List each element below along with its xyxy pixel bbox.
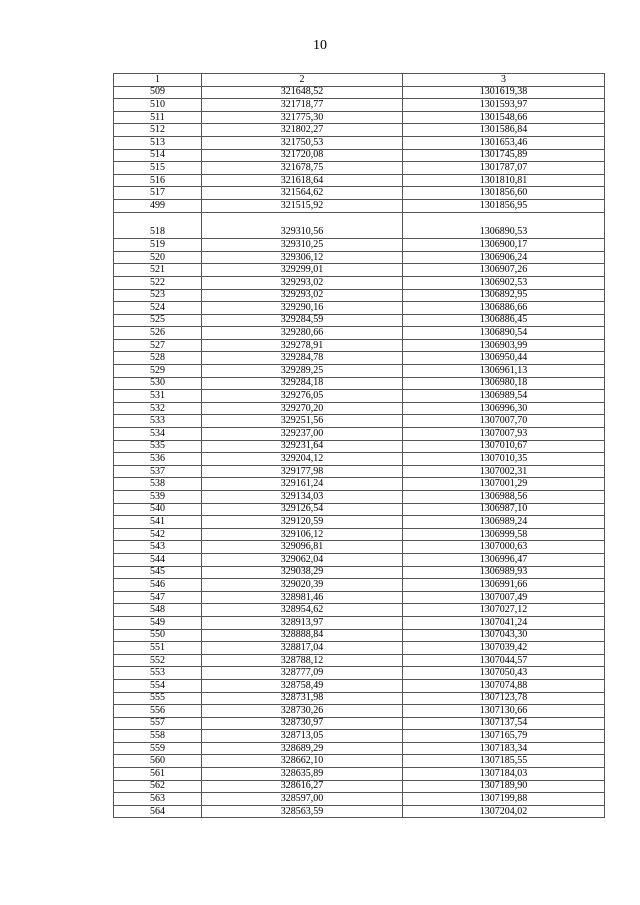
x-coordinate-cell: 329161,24 — [202, 478, 403, 491]
y-coordinate-cell: 1307137,54 — [403, 717, 605, 730]
table-row — [114, 111, 605, 124]
point-number-cell: 534 — [114, 428, 202, 441]
point-number-cell: 547 — [114, 591, 202, 604]
point-number-cell: 535 — [114, 440, 202, 453]
x-coordinate-cell: 329289,25 — [202, 365, 403, 378]
point-number-cell: 515 — [114, 162, 202, 175]
point-number-cell: 499 — [114, 199, 202, 212]
table-spacer — [114, 212, 605, 227]
table-row — [114, 99, 605, 112]
table-row — [114, 491, 605, 504]
x-coordinate-cell: 329280,66 — [202, 327, 403, 340]
point-number-cell: 553 — [114, 667, 202, 680]
table-row — [114, 302, 605, 315]
table-row — [114, 679, 605, 692]
y-coordinate-cell: 1306988,56 — [403, 491, 605, 504]
point-number-cell: 554 — [114, 679, 202, 692]
point-number-cell: 551 — [114, 642, 202, 655]
y-coordinate-cell: 1306886,66 — [403, 302, 605, 315]
y-coordinate-cell: 1301810,81 — [403, 174, 605, 187]
x-coordinate-cell: 328689,29 — [202, 742, 403, 755]
y-coordinate-cell: 1306907,26 — [403, 264, 605, 277]
x-coordinate-cell: 321802,27 — [202, 124, 403, 137]
y-coordinate-cell: 1306902,53 — [403, 276, 605, 289]
table-row — [114, 149, 605, 162]
table-row — [114, 352, 605, 365]
table-row — [114, 239, 605, 252]
point-number-cell: 556 — [114, 705, 202, 718]
x-coordinate-cell: 328817,04 — [202, 642, 403, 655]
y-coordinate-cell: 1307074,88 — [403, 679, 605, 692]
point-number-cell: 560 — [114, 755, 202, 768]
table-row — [114, 365, 605, 378]
table-row — [114, 667, 605, 680]
table-body-section-b — [114, 227, 605, 818]
x-coordinate-cell: 328888,84 — [202, 629, 403, 642]
x-coordinate-cell: 321750,53 — [202, 136, 403, 149]
table-row — [114, 136, 605, 149]
point-number-cell: 555 — [114, 692, 202, 705]
y-coordinate-cell: 1306996,30 — [403, 402, 605, 415]
table-row — [114, 289, 605, 302]
y-coordinate-cell: 1307183,34 — [403, 742, 605, 755]
y-coordinate-cell: 1301653,46 — [403, 136, 605, 149]
y-coordinate-cell: 1301619,38 — [403, 86, 605, 99]
x-coordinate-cell: 329096,81 — [202, 541, 403, 554]
table-row — [114, 768, 605, 781]
y-coordinate-cell: 1306987,10 — [403, 503, 605, 516]
y-coordinate-cell: 1306886,45 — [403, 314, 605, 327]
x-coordinate-cell: 328954,62 — [202, 604, 403, 617]
point-number-cell: 512 — [114, 124, 202, 137]
y-coordinate-cell: 1306890,54 — [403, 327, 605, 340]
y-coordinate-cell: 1306991,66 — [403, 579, 605, 592]
table-row — [114, 755, 605, 768]
x-coordinate-cell: 321648,52 — [202, 86, 403, 99]
y-coordinate-cell: 1301548,66 — [403, 111, 605, 124]
x-coordinate-cell: 329284,78 — [202, 352, 403, 365]
y-coordinate-cell: 1306950,44 — [403, 352, 605, 365]
y-coordinate-cell: 1307204,02 — [403, 805, 605, 818]
x-coordinate-cell: 329293,02 — [202, 276, 403, 289]
y-coordinate-cell: 1306996,47 — [403, 553, 605, 566]
table-row — [114, 478, 605, 491]
column-header-1: 1 — [114, 74, 202, 87]
column-header-3: 3 — [403, 74, 605, 87]
x-coordinate-cell: 328713,05 — [202, 730, 403, 743]
point-number-cell: 549 — [114, 616, 202, 629]
x-coordinate-cell: 329204,12 — [202, 453, 403, 466]
x-coordinate-cell: 329284,18 — [202, 377, 403, 390]
point-number-cell: 530 — [114, 377, 202, 390]
y-coordinate-cell: 1307184,03 — [403, 768, 605, 781]
table-row — [114, 705, 605, 718]
table-header-row — [114, 74, 605, 87]
table-row — [114, 453, 605, 466]
table-row — [114, 199, 605, 212]
y-coordinate-cell: 1306892,95 — [403, 289, 605, 302]
point-number-cell: 564 — [114, 805, 202, 818]
x-coordinate-cell: 329278,91 — [202, 339, 403, 352]
point-number-cell: 542 — [114, 528, 202, 541]
column-header-2: 2 — [202, 74, 403, 87]
point-number-cell: 521 — [114, 264, 202, 277]
x-coordinate-cell: 321678,75 — [202, 162, 403, 175]
x-coordinate-cell: 329276,05 — [202, 390, 403, 403]
point-number-cell: 539 — [114, 491, 202, 504]
point-number-cell: 540 — [114, 503, 202, 516]
y-coordinate-cell: 1307007,93 — [403, 428, 605, 441]
x-coordinate-cell: 328563,59 — [202, 805, 403, 818]
table-row — [114, 465, 605, 478]
point-number-cell: 513 — [114, 136, 202, 149]
point-number-cell: 510 — [114, 99, 202, 112]
y-coordinate-cell: 1307010,67 — [403, 440, 605, 453]
point-number-cell: 518 — [114, 227, 202, 239]
y-coordinate-cell: 1307000,63 — [403, 541, 605, 554]
table-row — [114, 264, 605, 277]
x-coordinate-cell: 328758,49 — [202, 679, 403, 692]
y-coordinate-cell: 1306900,17 — [403, 239, 605, 252]
table-row — [114, 654, 605, 667]
point-number-cell: 541 — [114, 516, 202, 529]
x-coordinate-cell: 329038,29 — [202, 566, 403, 579]
y-coordinate-cell: 1301586,84 — [403, 124, 605, 137]
y-coordinate-cell: 1307041,24 — [403, 616, 605, 629]
point-number-cell: 522 — [114, 276, 202, 289]
table-row — [114, 604, 605, 617]
point-number-cell: 523 — [114, 289, 202, 302]
y-coordinate-cell: 1307044,57 — [403, 654, 605, 667]
x-coordinate-cell: 329062,04 — [202, 553, 403, 566]
x-coordinate-cell: 321515,92 — [202, 199, 403, 212]
point-number-cell: 544 — [114, 553, 202, 566]
point-number-cell: 514 — [114, 149, 202, 162]
x-coordinate-cell: 321618,64 — [202, 174, 403, 187]
x-coordinate-cell: 328597,00 — [202, 793, 403, 806]
table-row — [114, 805, 605, 818]
point-number-cell: 561 — [114, 768, 202, 781]
table-row — [114, 86, 605, 99]
x-coordinate-cell: 329290,16 — [202, 302, 403, 315]
table-row — [114, 124, 605, 137]
point-number-cell: 532 — [114, 402, 202, 415]
x-coordinate-cell: 329310,25 — [202, 239, 403, 252]
x-coordinate-cell: 328730,26 — [202, 705, 403, 718]
x-coordinate-cell: 321564,62 — [202, 187, 403, 200]
x-coordinate-cell: 329120,59 — [202, 516, 403, 529]
point-number-cell: 529 — [114, 365, 202, 378]
y-coordinate-cell: 1306961,13 — [403, 365, 605, 378]
x-coordinate-cell: 328662,10 — [202, 755, 403, 768]
table-row — [114, 162, 605, 175]
y-coordinate-cell: 1306989,24 — [403, 516, 605, 529]
spacer-cell — [202, 212, 403, 227]
point-number-cell: 536 — [114, 453, 202, 466]
x-coordinate-cell: 328788,12 — [202, 654, 403, 667]
table-row — [114, 642, 605, 655]
table-row — [114, 327, 605, 340]
x-coordinate-cell: 329299,01 — [202, 264, 403, 277]
point-number-cell: 516 — [114, 174, 202, 187]
table-row — [114, 793, 605, 806]
x-coordinate-cell: 329231,64 — [202, 440, 403, 453]
x-coordinate-cell: 329251,56 — [202, 415, 403, 428]
y-coordinate-cell: 1307199,88 — [403, 793, 605, 806]
x-coordinate-cell: 328730,97 — [202, 717, 403, 730]
table-row — [114, 780, 605, 793]
table-row — [114, 742, 605, 755]
table-row — [114, 377, 605, 390]
x-coordinate-cell: 329284,59 — [202, 314, 403, 327]
table-row — [114, 591, 605, 604]
x-coordinate-cell: 328635,89 — [202, 768, 403, 781]
x-coordinate-cell: 328981,46 — [202, 591, 403, 604]
table-row — [114, 428, 605, 441]
point-number-cell: 559 — [114, 742, 202, 755]
point-number-cell: 509 — [114, 86, 202, 99]
x-coordinate-cell: 328913,97 — [202, 616, 403, 629]
table-row — [114, 314, 605, 327]
table-row — [114, 566, 605, 579]
y-coordinate-cell: 1307130,66 — [403, 705, 605, 718]
point-number-cell: 531 — [114, 390, 202, 403]
coordinates-table — [113, 73, 605, 818]
x-coordinate-cell: 329177,98 — [202, 465, 403, 478]
x-coordinate-cell: 329310,56 — [202, 227, 403, 239]
table-row — [114, 440, 605, 453]
point-number-cell: 517 — [114, 187, 202, 200]
x-coordinate-cell: 329126,54 — [202, 503, 403, 516]
y-coordinate-cell: 1301745,89 — [403, 149, 605, 162]
table-row — [114, 717, 605, 730]
y-coordinate-cell: 1307123,78 — [403, 692, 605, 705]
point-number-cell: 528 — [114, 352, 202, 365]
point-number-cell: 558 — [114, 730, 202, 743]
x-coordinate-cell: 329270,20 — [202, 402, 403, 415]
table-body-section-a — [114, 86, 605, 212]
y-coordinate-cell: 1306890,53 — [403, 227, 605, 239]
x-coordinate-cell: 329237,00 — [202, 428, 403, 441]
y-coordinate-cell: 1307185,55 — [403, 755, 605, 768]
point-number-cell: 550 — [114, 629, 202, 642]
y-coordinate-cell: 1307007,49 — [403, 591, 605, 604]
x-coordinate-cell: 329106,12 — [202, 528, 403, 541]
point-number-cell: 524 — [114, 302, 202, 315]
point-number-cell: 552 — [114, 654, 202, 667]
x-coordinate-cell: 329134,03 — [202, 491, 403, 504]
table-row — [114, 616, 605, 629]
x-coordinate-cell: 321775,30 — [202, 111, 403, 124]
y-coordinate-cell: 1307007,70 — [403, 415, 605, 428]
y-coordinate-cell: 1307189,90 — [403, 780, 605, 793]
point-number-cell: 537 — [114, 465, 202, 478]
point-number-cell: 520 — [114, 251, 202, 264]
spacer-row — [114, 212, 605, 227]
spacer-cell — [114, 212, 202, 227]
y-coordinate-cell: 1306903,99 — [403, 339, 605, 352]
table-row — [114, 516, 605, 529]
y-coordinate-cell: 1307010,35 — [403, 453, 605, 466]
point-number-cell: 527 — [114, 339, 202, 352]
point-number-cell: 525 — [114, 314, 202, 327]
x-coordinate-cell: 321718,77 — [202, 99, 403, 112]
table-row — [114, 339, 605, 352]
x-coordinate-cell: 328731,98 — [202, 692, 403, 705]
y-coordinate-cell: 1307165,79 — [403, 730, 605, 743]
point-number-cell: 557 — [114, 717, 202, 730]
y-coordinate-cell: 1307002,31 — [403, 465, 605, 478]
x-coordinate-cell: 329020,39 — [202, 579, 403, 592]
point-number-cell: 543 — [114, 541, 202, 554]
y-coordinate-cell: 1307039,42 — [403, 642, 605, 655]
y-coordinate-cell: 1307043,30 — [403, 629, 605, 642]
table-row — [114, 730, 605, 743]
y-coordinate-cell: 1301856,60 — [403, 187, 605, 200]
x-coordinate-cell: 328616,27 — [202, 780, 403, 793]
table-row — [114, 227, 605, 239]
point-number-cell: 526 — [114, 327, 202, 340]
x-coordinate-cell: 329293,02 — [202, 289, 403, 302]
y-coordinate-cell: 1301593,97 — [403, 99, 605, 112]
y-coordinate-cell: 1301787,07 — [403, 162, 605, 175]
y-coordinate-cell: 1306989,54 — [403, 390, 605, 403]
point-number-cell: 548 — [114, 604, 202, 617]
table-row — [114, 187, 605, 200]
point-number-cell: 511 — [114, 111, 202, 124]
table-row — [114, 174, 605, 187]
y-coordinate-cell: 1301856,95 — [403, 199, 605, 212]
x-coordinate-cell: 329306,12 — [202, 251, 403, 264]
y-coordinate-cell: 1306980,18 — [403, 377, 605, 390]
table-row — [114, 276, 605, 289]
point-number-cell: 538 — [114, 478, 202, 491]
y-coordinate-cell: 1307027,12 — [403, 604, 605, 617]
point-number-cell: 563 — [114, 793, 202, 806]
table-row — [114, 579, 605, 592]
point-number-cell: 519 — [114, 239, 202, 252]
x-coordinate-cell: 328777,09 — [202, 667, 403, 680]
y-coordinate-cell: 1306906,24 — [403, 251, 605, 264]
point-number-cell: 545 — [114, 566, 202, 579]
table-row — [114, 402, 605, 415]
point-number-cell: 562 — [114, 780, 202, 793]
spacer-cell — [403, 212, 605, 227]
table-row — [114, 415, 605, 428]
table-row — [114, 541, 605, 554]
y-coordinate-cell: 1306999,58 — [403, 528, 605, 541]
table-row — [114, 390, 605, 403]
y-coordinate-cell: 1307050,43 — [403, 667, 605, 680]
point-number-cell: 533 — [114, 415, 202, 428]
point-number-cell: 546 — [114, 579, 202, 592]
table-row — [114, 629, 605, 642]
table-row — [114, 528, 605, 541]
table-row — [114, 251, 605, 264]
y-coordinate-cell: 1307001,29 — [403, 478, 605, 491]
page-number: 10 — [313, 38, 327, 53]
table-row — [114, 553, 605, 566]
table-row — [114, 503, 605, 516]
y-coordinate-cell: 1306989,93 — [403, 566, 605, 579]
x-coordinate-cell: 321720,08 — [202, 149, 403, 162]
table-row — [114, 692, 605, 705]
